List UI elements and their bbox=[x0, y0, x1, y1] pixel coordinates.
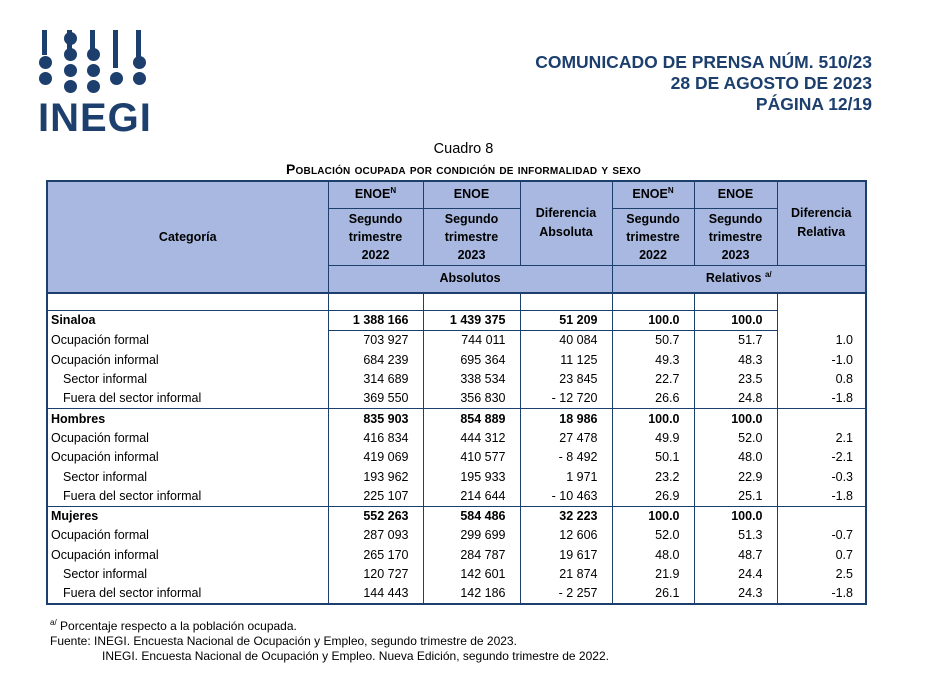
cell-e: 24.4 bbox=[694, 565, 777, 584]
header-enoe-n-rel-label: ENOE bbox=[632, 187, 668, 202]
cell-b: 854 889 bbox=[423, 409, 520, 429]
cell-c: - 10 463 bbox=[520, 487, 612, 507]
cell-d: 48.0 bbox=[612, 546, 694, 565]
note-a-text: Porcentaje respecto a la población ocupada. bbox=[60, 619, 297, 633]
cell-c: 1 971 bbox=[520, 467, 612, 486]
cell-b: 356 830 bbox=[423, 389, 520, 409]
table-row bbox=[47, 409, 866, 429]
cell-b: 744 011 bbox=[423, 331, 520, 351]
table-title bbox=[0, 161, 927, 177]
spacer-cell bbox=[612, 293, 694, 311]
header-relativos bbox=[612, 265, 866, 293]
cell-f bbox=[777, 409, 866, 429]
table-row bbox=[47, 584, 866, 604]
cell-categoria: Ocupación formal bbox=[51, 430, 149, 445]
cell-b: 338 534 bbox=[423, 370, 520, 389]
table-title-text: Población ocupada por condición de informalidad y sexo bbox=[286, 161, 641, 177]
cell-d: 49.9 bbox=[612, 429, 694, 448]
cell-b: 444 312 bbox=[423, 429, 520, 448]
header-seg-2023-rel-label: Segundo trimestre 2023 bbox=[708, 211, 763, 262]
cell-a: 287 093 bbox=[328, 526, 423, 545]
header-absolutos-label: Absolutos bbox=[439, 271, 501, 286]
header-absolutos bbox=[328, 265, 612, 293]
cell-e: 51.7 bbox=[694, 331, 777, 351]
cell-categoria: Fuera del sector informal bbox=[63, 488, 202, 503]
cell-categoria: Sector informal bbox=[63, 567, 148, 581]
cell-c: 27 478 bbox=[520, 429, 612, 448]
cell-e: 25.1 bbox=[694, 487, 777, 507]
cell-f: -1.8 bbox=[777, 584, 866, 604]
cell-d: 50.1 bbox=[612, 448, 694, 467]
cell-e: 23.5 bbox=[694, 370, 777, 389]
table-number: Cuadro 8 bbox=[433, 141, 494, 157]
header-enoe-rel-label: ENOE bbox=[717, 187, 754, 202]
header-seg-2023-label: Segundo trimestre 2023 bbox=[444, 211, 499, 262]
cell-a: 552 263 bbox=[328, 506, 423, 526]
cell-e: 52.0 bbox=[694, 429, 777, 448]
press-release-header bbox=[535, 52, 872, 115]
cell-categoria: Ocupación formal bbox=[51, 333, 149, 348]
cell-b: 142 186 bbox=[423, 584, 520, 604]
table-row bbox=[47, 429, 866, 448]
spacer-cell bbox=[777, 293, 866, 311]
cell-categoria: Mujeres bbox=[51, 509, 99, 524]
cell-f: 1.0 bbox=[777, 331, 866, 351]
cell-c: 12 606 bbox=[520, 526, 612, 545]
header-enoe bbox=[423, 181, 520, 208]
table-row bbox=[47, 351, 866, 370]
table-row bbox=[47, 467, 866, 486]
table-row bbox=[47, 370, 866, 389]
cell-e: 48.3 bbox=[694, 351, 777, 370]
cell-categoria: Ocupación informal bbox=[51, 352, 159, 367]
cell-f: 0.8 bbox=[777, 370, 866, 389]
header-enoe-n-sup: N bbox=[390, 186, 397, 196]
cell-f: -1.0 bbox=[777, 351, 866, 370]
cell-f: 0.7 bbox=[777, 546, 866, 565]
cell-e: 22.9 bbox=[694, 467, 777, 486]
cell-d: 26.1 bbox=[612, 584, 694, 604]
cell-b: 695 364 bbox=[423, 351, 520, 370]
source-line-1: Fuente: INEGI. Encuesta Nacional de Ocupación y Empleo, segundo trimestre de 2023. bbox=[50, 633, 517, 648]
table-header bbox=[47, 181, 866, 293]
cell-c: - 12 720 bbox=[520, 389, 612, 409]
cell-a: 314 689 bbox=[328, 370, 423, 389]
cell-f: -1.8 bbox=[777, 389, 866, 409]
cell-c: 40 084 bbox=[520, 331, 612, 351]
cell-d: 49.3 bbox=[612, 351, 694, 370]
header-seg-2022-label: Segundo trimestre 2022 bbox=[348, 211, 403, 262]
header-enoe-n-rel-sup: N bbox=[667, 186, 674, 196]
table-row bbox=[47, 487, 866, 507]
cell-b: 195 933 bbox=[423, 467, 520, 486]
cell-a: 1 388 166 bbox=[328, 311, 423, 331]
cell-f: -0.3 bbox=[777, 467, 866, 486]
table-row bbox=[47, 331, 866, 351]
cell-a: 835 903 bbox=[328, 409, 423, 429]
cell-d: 100.0 bbox=[612, 409, 694, 429]
cell-c: 21 874 bbox=[520, 565, 612, 584]
table-row bbox=[47, 546, 866, 565]
cell-c: 18 986 bbox=[520, 409, 612, 429]
header-enoe-n bbox=[328, 181, 423, 208]
cell-categoria: Sector informal bbox=[63, 469, 148, 484]
cell-categoria: Fuera del sector informal bbox=[63, 586, 202, 601]
cell-c: 51 209 bbox=[520, 311, 612, 331]
cell-e: 24.3 bbox=[694, 584, 777, 604]
table-row bbox=[47, 526, 866, 545]
note-a bbox=[50, 619, 609, 634]
header-enoe-n-label: ENOE bbox=[354, 187, 391, 202]
cell-f bbox=[777, 506, 866, 526]
cell-d: 50.7 bbox=[612, 331, 694, 351]
logo-wordmark: INEGI bbox=[38, 96, 152, 140]
cell-categoria: Sinaloa bbox=[47, 311, 328, 331]
cell-f: -2.1 bbox=[777, 448, 866, 467]
header-categoria bbox=[47, 181, 328, 293]
table-row bbox=[47, 311, 866, 331]
cell-categoria: Sector informal bbox=[63, 372, 148, 387]
header-dif-abs bbox=[520, 181, 612, 265]
header-seg-2022-rel bbox=[612, 208, 694, 265]
header-dif-abs-label: Diferencia Absoluta bbox=[535, 206, 597, 240]
cell-b: 284 787 bbox=[423, 546, 520, 565]
cell-e: 24.8 bbox=[694, 389, 777, 409]
cell-c: - 2 257 bbox=[520, 584, 612, 604]
cell-d: 22.7 bbox=[612, 370, 694, 389]
header-relativos-sup: a/ bbox=[764, 270, 772, 280]
cell-a: 684 239 bbox=[328, 351, 423, 370]
cell-a: 419 069 bbox=[328, 448, 423, 467]
header-seg-2023 bbox=[423, 208, 520, 265]
press-release-number: COMUNICADO DE PRENSA NÚM. 510/23 bbox=[535, 52, 872, 72]
data-table bbox=[46, 180, 867, 605]
spacer-row bbox=[47, 293, 866, 311]
press-release-page: PÁGINA 12/19 bbox=[755, 94, 872, 114]
cell-d: 100.0 bbox=[612, 311, 694, 331]
table-body bbox=[47, 293, 866, 604]
cell-e: 100.0 bbox=[694, 506, 777, 526]
cell-b: 214 644 bbox=[423, 487, 520, 507]
cell-a: 225 107 bbox=[328, 487, 423, 507]
cell-categoria: Ocupación informal bbox=[51, 547, 159, 562]
header-enoe-rel bbox=[694, 181, 777, 208]
header-relativos-label: Relativos bbox=[705, 271, 762, 286]
header-enoe-label: ENOE bbox=[453, 187, 490, 202]
cell-c: 19 617 bbox=[520, 546, 612, 565]
header-dif-rel bbox=[777, 181, 866, 265]
cell-b: 410 577 bbox=[423, 448, 520, 467]
table-notes bbox=[50, 619, 609, 663]
header-enoe-n-rel bbox=[612, 181, 694, 208]
table-row bbox=[47, 389, 866, 409]
source-line-2: INEGI. Encuesta Nacional de Ocupación y Empleo. Nueva Edición, segundo trimestre de 2022. bbox=[102, 648, 609, 663]
cell-d: 100.0 bbox=[612, 506, 694, 526]
cell-f bbox=[777, 311, 866, 331]
logo-dots-graphic bbox=[38, 28, 153, 96]
cell-categoria: Ocupación formal bbox=[51, 528, 149, 543]
cell-f: 2.1 bbox=[777, 429, 866, 448]
table-row bbox=[47, 565, 866, 584]
cell-d: 52.0 bbox=[612, 526, 694, 545]
cell-c: 11 125 bbox=[520, 351, 612, 370]
header-categoria-label: Categoría bbox=[158, 229, 217, 244]
header-dif-rel-label: Diferencia Relativa bbox=[791, 206, 852, 240]
table-row bbox=[47, 448, 866, 467]
spacer-cell bbox=[47, 293, 328, 311]
cell-categoria: Fuera del sector informal bbox=[63, 391, 202, 406]
cell-b: 299 699 bbox=[423, 526, 520, 545]
cell-e: 48.7 bbox=[694, 546, 777, 565]
cell-a: 416 834 bbox=[328, 429, 423, 448]
cell-categoria: Ocupación informal bbox=[51, 450, 159, 465]
press-release-date: 28 DE AGOSTO DE 2023 bbox=[670, 73, 872, 93]
cell-a: 265 170 bbox=[328, 546, 423, 565]
cell-d: 26.6 bbox=[612, 389, 694, 409]
cell-b: 584 486 bbox=[423, 506, 520, 526]
header-seg-2023-rel bbox=[694, 208, 777, 265]
cell-e: 48.0 bbox=[694, 448, 777, 467]
cell-c: 32 223 bbox=[520, 506, 612, 526]
cell-f: -1.8 bbox=[777, 487, 866, 507]
cell-d: 26.9 bbox=[612, 487, 694, 507]
cell-f: 2.5 bbox=[777, 565, 866, 584]
cell-e: 51.3 bbox=[694, 526, 777, 545]
header-seg-2022-rel-label: Segundo trimestre 2022 bbox=[626, 211, 680, 262]
cell-a: 144 443 bbox=[328, 584, 423, 604]
inegi-logo bbox=[38, 28, 153, 138]
header-seg-2022 bbox=[328, 208, 423, 265]
cell-categoria: Hombres bbox=[51, 411, 106, 426]
spacer-cell bbox=[520, 293, 612, 311]
spacer-cell bbox=[423, 293, 520, 311]
spacer-cell bbox=[328, 293, 423, 311]
spacer-cell bbox=[694, 293, 777, 311]
cell-e: 100.0 bbox=[694, 311, 777, 331]
cell-a: 193 962 bbox=[328, 467, 423, 486]
cell-a: 369 550 bbox=[328, 389, 423, 409]
cell-b: 142 601 bbox=[423, 565, 520, 584]
cell-d: 21.9 bbox=[612, 565, 694, 584]
cell-b: 1 439 375 bbox=[423, 311, 520, 331]
cell-a: 703 927 bbox=[328, 331, 423, 351]
cell-c: - 8 492 bbox=[520, 448, 612, 467]
note-a-sup: a/ bbox=[50, 618, 57, 627]
cell-c: 23 845 bbox=[520, 370, 612, 389]
table-row bbox=[47, 506, 866, 526]
cell-a: 120 727 bbox=[328, 565, 423, 584]
cell-f: -0.7 bbox=[777, 526, 866, 545]
cell-e: 100.0 bbox=[694, 409, 777, 429]
cell-d: 23.2 bbox=[612, 467, 694, 486]
